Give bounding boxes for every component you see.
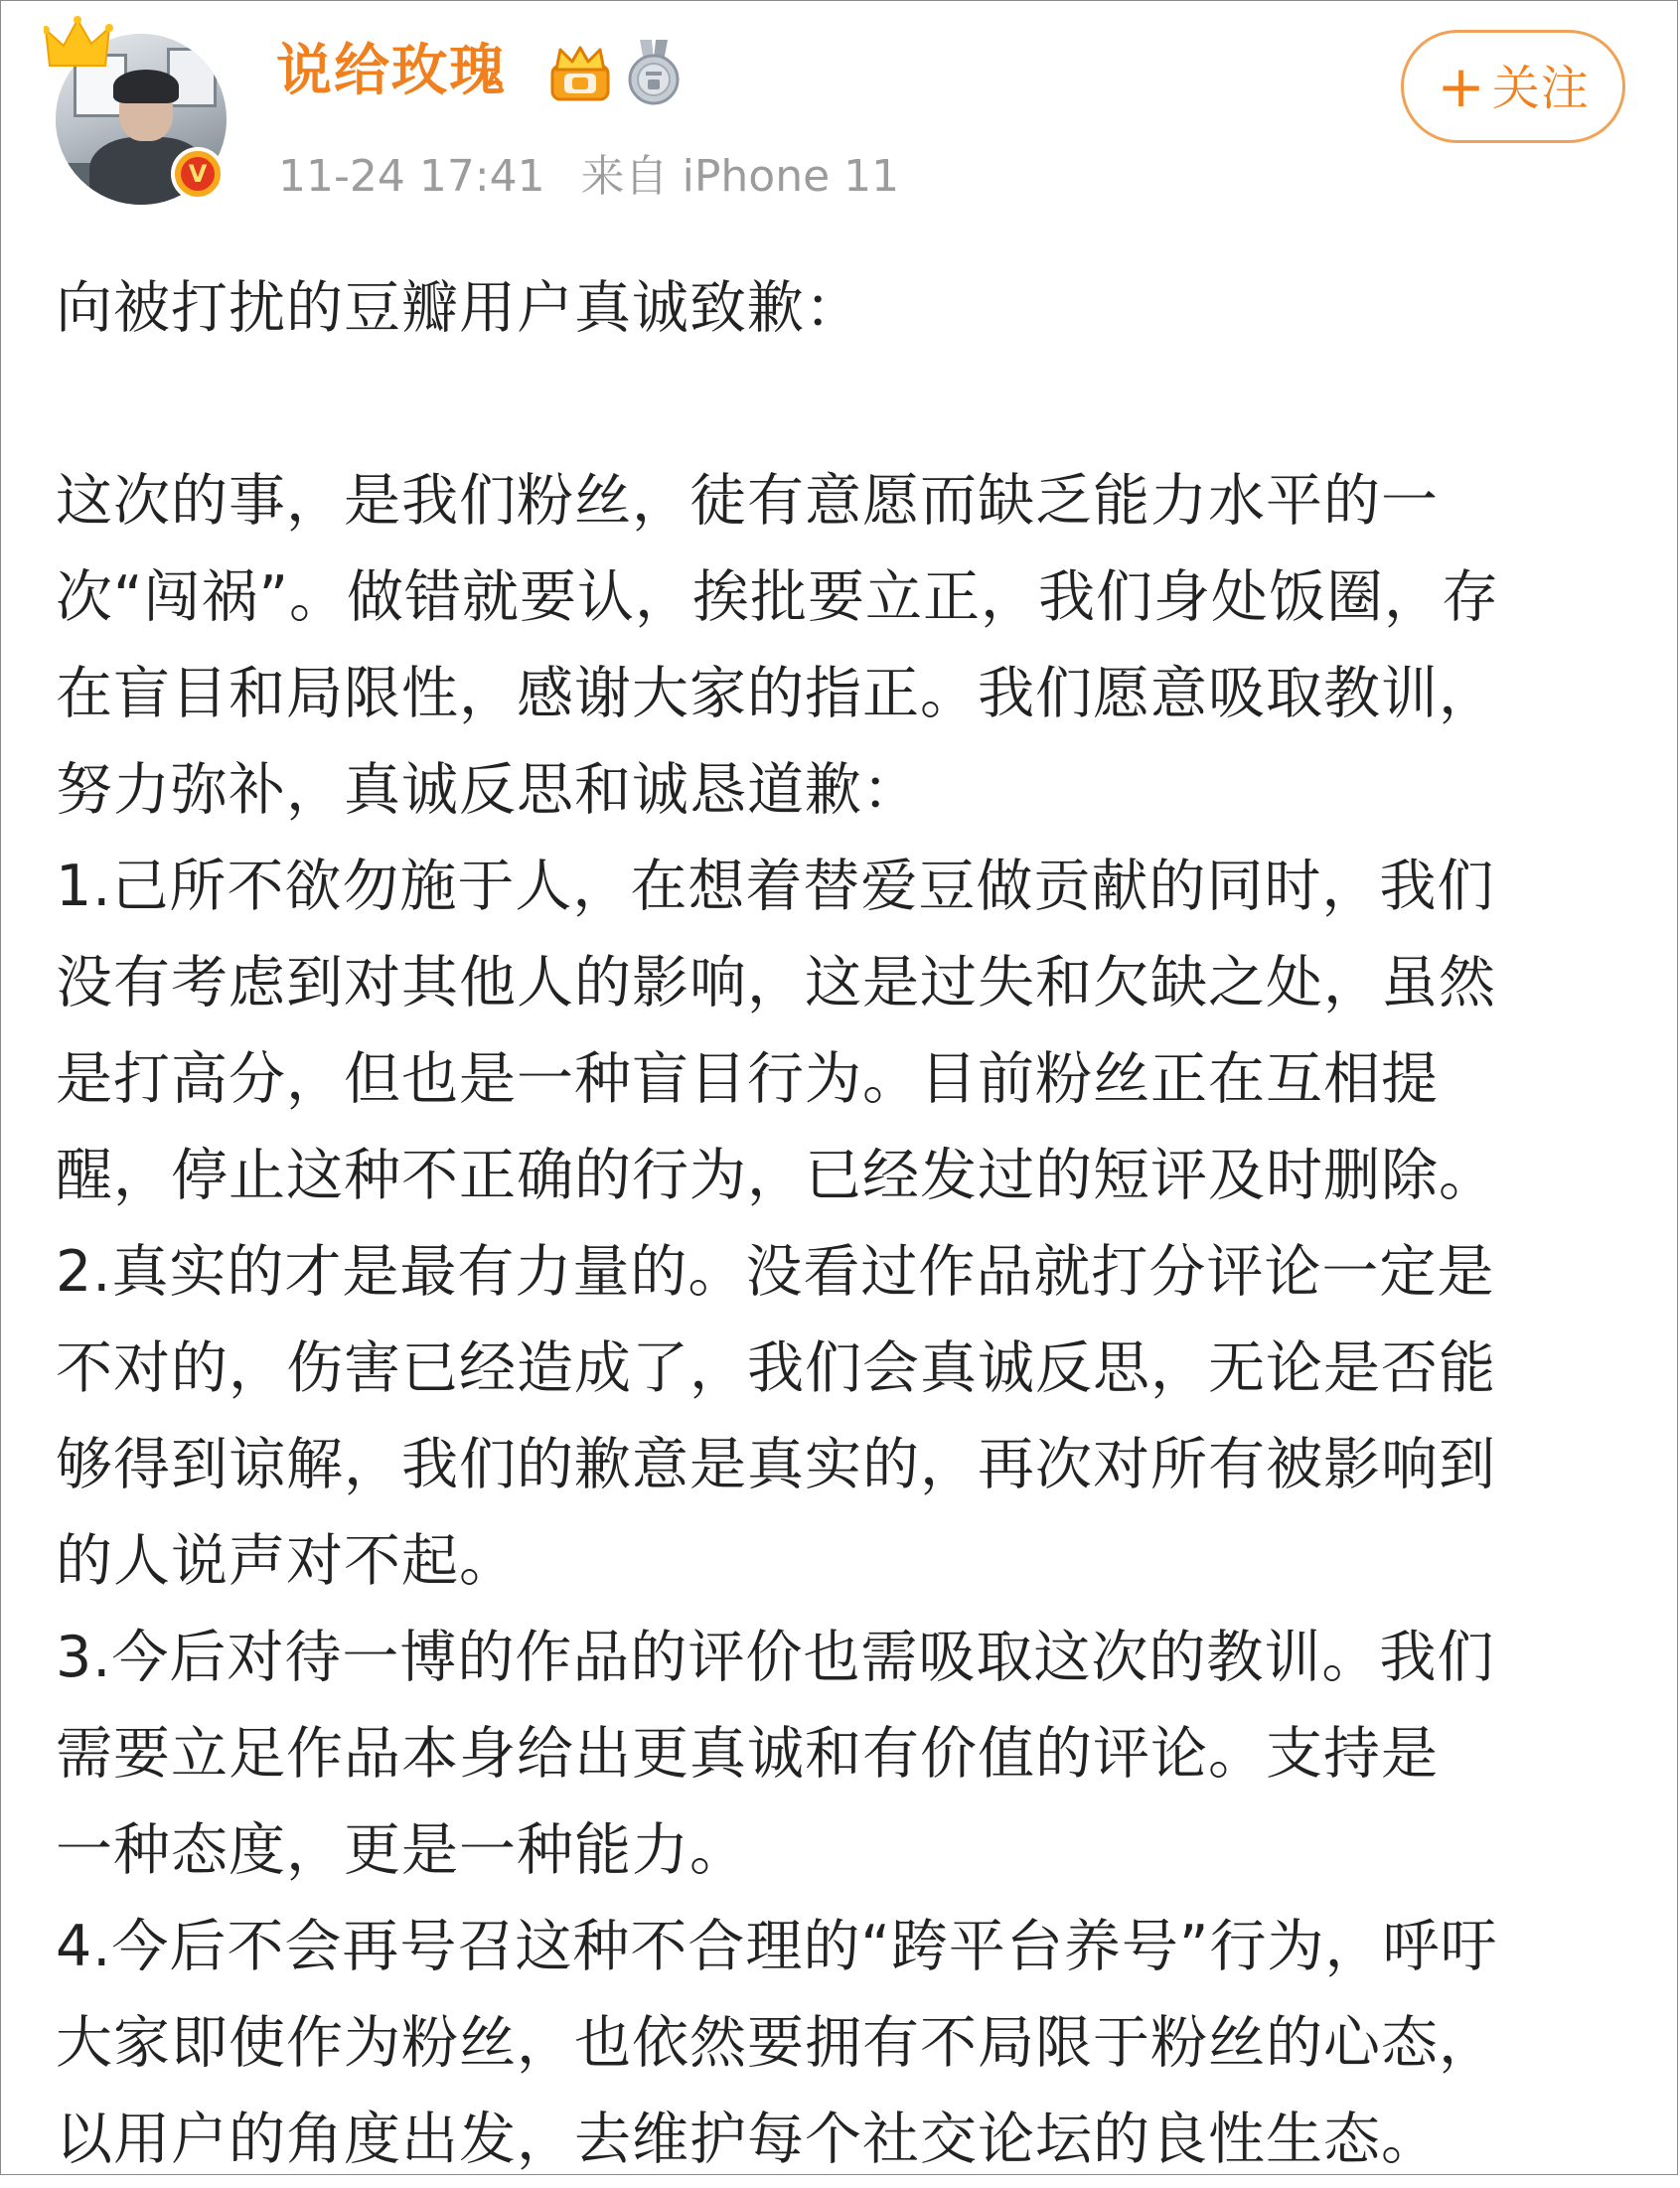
post-line: 次“闯祸”。做错就要认，挨批要立正，我们身处饭圈，存 [56,564,1500,630]
post-line: 这次的事，是我们粉丝，徒有意愿而缺乏能力水平的一 [56,468,1439,534]
post-line: 以用户的角度出发，去维护每个社交论坛的良性生态。 [56,2107,1439,2172]
post-body [56,260,1645,2188]
follow-button[interactable] [1401,30,1625,143]
post-line: 在盲目和局限性，感谢大家的指正。我们愿意吸取教训， [56,661,1496,726]
post-line: 一种态度，更是一种能力。 [56,1817,747,1883]
crown-icon [44,16,113,76]
medal-badge-icon [626,40,682,105]
verified-badge-icon: V [171,147,225,201]
post-line: 大家即使作为粉丝，也依然要拥有不局限于粉丝的心态， [56,2010,1496,2076]
post-meta [278,147,899,207]
level-crown-badge-icon [548,44,612,103]
post-line: 2.真实的才是最有力量的。没看过作品就打分评论一定是 [56,1239,1495,1305]
post-line: 没有考虑到对其他人的影响，这是过失和欠缺之处，虽然 [56,950,1496,1016]
post-line: 不对的，伤害已经造成了，我们会真诚反思，无论是否能 [56,1335,1496,1401]
post-time: 11-24 17:41 [278,151,545,202]
post-line: 4.今后不会再号召这种不合理的“跨平台养号”行为，呼吁 [56,1914,1498,1979]
post-line: 3.今后对待一博的作品的评价也需吸取这次的教训。我们 [56,1625,1495,1690]
avatar[interactable] [50,28,238,217]
plus-icon: + [1437,53,1486,120]
post-line: 是打高分，但也是一种盲目行为。目前粉丝正在互相提 [56,1046,1439,1112]
post-header [0,0,1680,229]
author-name[interactable]: 说给玫瑰 [276,39,507,103]
follow-label: 关注 [1491,61,1590,116]
post-line: 够得到谅解，我们的歉意是真实的，再次对所有被影响到 [56,1432,1496,1497]
post-line: 努力弥补，真诚反思和诚恳道歉： [56,757,920,823]
post-line: 的人说声对不起。 [56,1528,517,1594]
post-line: 向被打扰的豆瓣用户真诚致歉： [56,275,862,341]
post-blank-line [56,357,1645,453]
post-line: 需要立足作品本身给出更真诚和有价值的评论。支持是 [56,1721,1439,1787]
post-line: 1.己所不欲勿施于人，在想着替爱豆做贡献的同时，我们 [56,854,1495,919]
post-source[interactable]: 来自 iPhone 11 [580,151,900,202]
post-line: 醒，停止这种不正确的行为，已经发过的短评及时删除。 [56,1143,1496,1208]
